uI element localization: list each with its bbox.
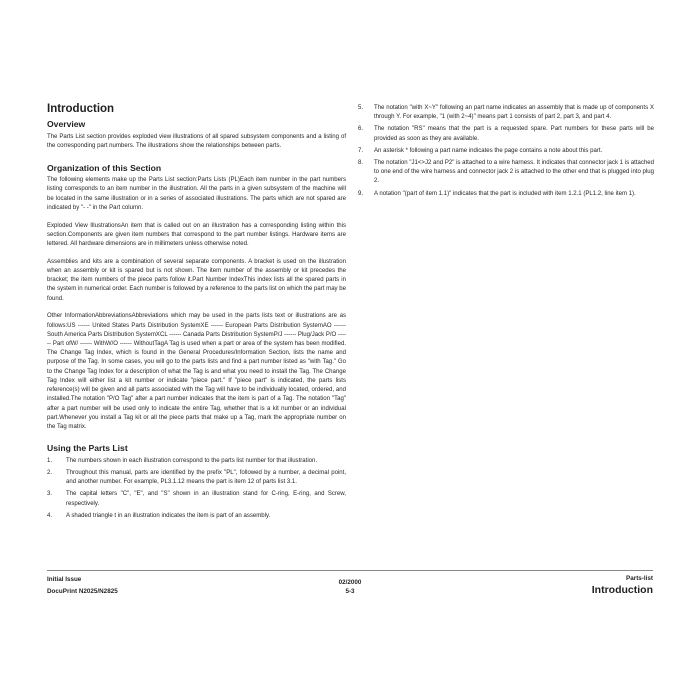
right-column <box>358 104 654 202</box>
list-number: 2. <box>47 470 53 477</box>
organization-paragraph: Other InformationAbbreviationsAbbreviations which may be used in the parts lists text or illustrations are as follows:US ------ United States Parts Distribution SystemXE ------ European Parts Distribution SystemAO ------ South America Parts Distribution SystemXCL ------ Canada Parts Distribution SystemP/J ------ Plug/Jack P/O ------ Part ofW/ ------ WithW/O ------ WithoutTagA Tag is used when a part or area of the system has been modified. The Change Tag Index, which is found in the General Procedures/Information Section, lists the name and purpose of the Tag. In some cases, you will go to the parts lists and find a part number listed as "with Tag." Go to the Change Tag Index for a description of what the Tag is and what you need to install the Tag. The Change Tag Index will either list a kit number or indicate "piece part." If "piece part" is indicated, the parts lists reference(s) will be given and all parts associated with the Tag will have to be individually located, ordered, and installed.The notation "P/O Tag" after a part number indicates that the item is part of a Tag. The notation "Tag" after a part number will be used only to indicate the entire Tag, whether that is a kit number or an individual part.Whenever you install a Tag kit or all the piece parts that make up a Tag, mark the appropriate number on the Tag matrix. <box>47 313 346 430</box>
list-number: 9. <box>358 190 364 197</box>
list-item <box>358 159 654 187</box>
footer-page-number: 5-3 <box>345 588 355 595</box>
footer-chapter: Introduction <box>591 584 653 596</box>
list-number: 3. <box>47 491 53 498</box>
overview-heading: Overview <box>47 119 86 130</box>
list-text: A notation "(part of item 1.1)" indicates that the part is included with item 1.2.1 (PL1.2, line item 1). <box>374 190 636 197</box>
list-text: The capital letters "C", "E", and "S" shown in an illustration stand for C-ring, E-ring, and Screw, respectively. <box>66 491 346 507</box>
list-item <box>358 147 654 156</box>
using-list-continued <box>358 104 654 199</box>
list-text: A shaded triangle t in an illustration indicates the item is part of an assembly. <box>66 512 271 519</box>
footer-product: DocuPrint N2025/N2825 <box>47 588 118 595</box>
page-title: Introduction <box>47 103 115 115</box>
using-heading: Using the Parts List <box>47 443 128 454</box>
list-item <box>47 490 346 508</box>
list-text: Throughout this manual, parts are identified by the prefix "PL", followed by a number, a decimal point, and another number. For example, PL3.1.12 means the part is item 12 of parts list 3.1. <box>66 470 346 486</box>
list-text: The notation "RS" means that the part is a requested spare. Part numbers for these parts will be provided as soon as they are available. <box>374 126 654 142</box>
list-number: 5. <box>358 105 364 111</box>
list-number: 8. <box>358 160 364 167</box>
footer-date: 02/2000 <box>338 579 362 586</box>
list-number: 1. <box>47 457 53 464</box>
using-list <box>47 457 346 521</box>
footer-left <box>47 574 118 598</box>
list-item <box>47 512 346 521</box>
list-item <box>47 469 346 487</box>
list-item <box>47 457 346 466</box>
footer-section: Parts-list <box>626 575 653 582</box>
footer-center <box>290 578 410 596</box>
list-item <box>358 125 654 143</box>
list-number: 4. <box>47 512 53 519</box>
organization-paragraph: Assemblies and kits are a combination of several separate components. A bracket is used on the illustration when an assembly or kit is spared but is not shown. The item number of the assembly or kit precedes the bracket; the item numbers of the piece parts follow it.Part Number IndexThis index lists all the spared parts in the system in numerical order. Each number is followed by a reference to the parts list on which the part may be found. <box>47 258 346 302</box>
list-number: 7. <box>358 147 364 154</box>
organization-paragraph: Exploded View IllustrationsAn item that is called out on an illustration has a corresponding listing within this section.Components are given item numbers that correspond to the part number listings. Hardware items are lettered. All hardware dimensions are in millimeters unless otherwise noted. <box>47 222 346 248</box>
left-column <box>47 102 346 524</box>
list-text: The notation "J1<>J2 and P2" is attached to a wire harness. It indicates that connector jack 1 is attached to one end of the wire harness and connector jack 2 is attached to the other end that is plugged into plug 2. <box>374 160 654 185</box>
organization-heading: Organization of this Section <box>47 162 162 173</box>
list-text: The numbers shown in each illustration correspond to the parts list number for that illustration. <box>66 457 318 464</box>
footer-right <box>592 574 653 596</box>
footer-issue: Initial Issue <box>47 576 82 583</box>
overview-paragraph: The Parts List section provides exploded view illustrations of all spared subsystem components and a listing of the corresponding part numbers. The illustrations show the relationships between parts. <box>47 134 346 150</box>
organization-paragraph: The following elements make up the Parts List section:Parts Lists (PL)Each item number in the part numbers listing corresponds to an item number in the illustration. All the parts in a given subsystem of the machine will be located in the same illustration or in a series of associated illustrations. The parts which are not spared are indicated by "- -" in the Part column. <box>47 177 346 211</box>
list-item <box>358 190 654 199</box>
list-text: An asterisk * following a part name indicates the page contains a note about this part. <box>374 147 603 154</box>
footer-divider <box>47 570 653 571</box>
list-item <box>358 104 654 122</box>
list-text: The notation "with X~Y" following an part name indicates an assembly that is made up of components X through Y. For example, "1 (with 2~4)" means part 1 consists of part 2, part 3, and part 4. <box>374 105 654 121</box>
list-number: 6. <box>358 126 364 133</box>
